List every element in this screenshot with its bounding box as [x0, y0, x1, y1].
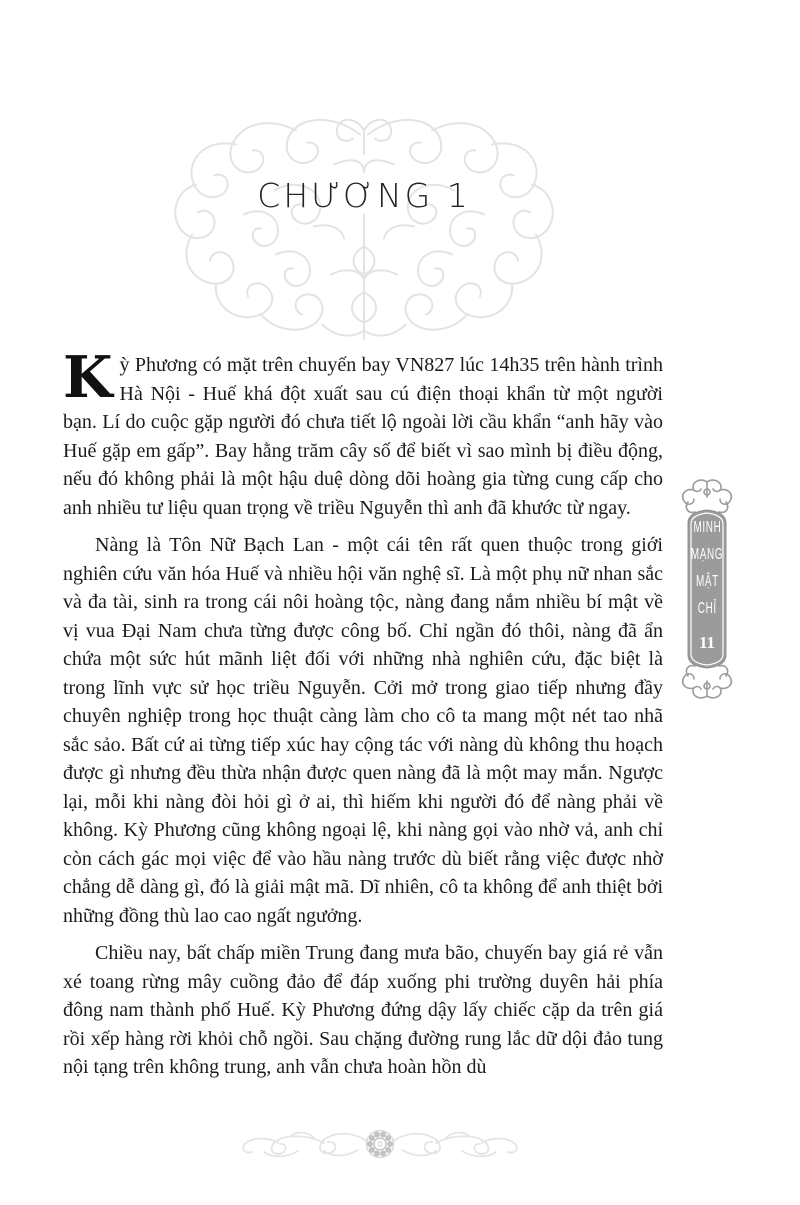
page-number: 11 [698, 633, 716, 652]
margin-title-banner [678, 479, 736, 699]
banner-text [678, 519, 736, 651]
body-text [63, 344, 663, 1091]
banner-title-word-3: MẬT [695, 573, 719, 590]
paragraph-3: Chiều nay, bất chấp miền Trung đang mưa bão, chuyến bay giá rẻ vẫn xé toang rừng mây cuồng đảo để đáp xuống phi trường duyên hải phía đông nam thành phố Huế. Kỳ Phương đứng dậy lấy chiếc cặp da trên giá rồi xếp hàng rời khỏi chỗ ngồi. Sau chặng đường rung lắc dữ dội đảo tung nội tạng trên không trung, anh vẫn chưa hoàn hồn dù [63, 942, 663, 1078]
paragraph-1 [63, 344, 663, 522]
footer-flourish-ornament [240, 1124, 520, 1164]
chapter-header-flourish-ornament [164, 95, 564, 343]
paragraph-1-text: ỳ Phương có mặt trên chuyến bay VN827 lúc 14h35 trên hành trình Hà Nội - Huế khá đột xuất sau cú điện thoại khẩn từ một người bạn. Lí do cuộc gặp người đó chưa tiết lộ ngoài lời cầu khẩn “anh hãy vào Huế gặp em gấp”. Bay hằng trăm cây số để biết vì sao mình bị điều động, nếu đó không phải là một hậu duệ dòng dõi hoàng gia từng cung cấp cho anh nhiều tư liệu quan trọng về triều Nguyễn thì anh đã khước từ ngay. [63, 354, 663, 519]
banner-title-word-2: MẠNG [690, 546, 724, 563]
paragraph-2: Nàng là Tôn Nữ Bạch Lan - một cái tên rất quen thuộc trong giới nghiên cứu văn hóa Huế và nhiều hội văn nghệ sĩ. Là một phụ nữ nhan sắc và đa tài, sinh ra trong cái nôi hoàng tộc, nàng đang nắm nhiều bí mật về vị vua Đại Nam chưa từng được công bố. Chỉ ngần đó thôi, nàng đã ẩn chứa một sức hút mãnh liệt đối với những nhà nghiên cứu, đặc biệt là trong lĩnh vực sử học triều Nguyễn. Cởi mở trong giao tiếp nhưng đầy chuyên nghiệp trong học thuật càng làm cho cô ta mang một nét tao nhã sắc sảo. Bất cứ ai từng tiếp xúc hay cộng tác với nàng dù không thu hoạch được gì nhưng đều thừa nhận được quen nàng đã là một may mắn. Ngược lại, mỗi khi nàng đòi hỏi gì ở ai, thì hiếm khi người đó để nàng phải về không. Kỳ Phương cũng không ngoại lệ, khi nàng gọi vào nhờ vả, anh chỉ còn cách gác mọi việc để vào hầu nàng trước dù biết rằng việc được nhờ chẳng dễ dàng gì, đó là giải mật mã. Dĩ nhiên, cô ta không để anh thiệt bởi những đồng thù lao cao ngất ngưởng. [63, 534, 663, 927]
banner-title-word-1: MINH [693, 519, 721, 536]
footer-rosette-icon [367, 1131, 394, 1158]
banner-title-word-4: CHỈ [697, 600, 717, 617]
chapter-title: CHƯƠNG 1 [257, 176, 471, 215]
drop-cap-letter: K [63, 344, 113, 411]
